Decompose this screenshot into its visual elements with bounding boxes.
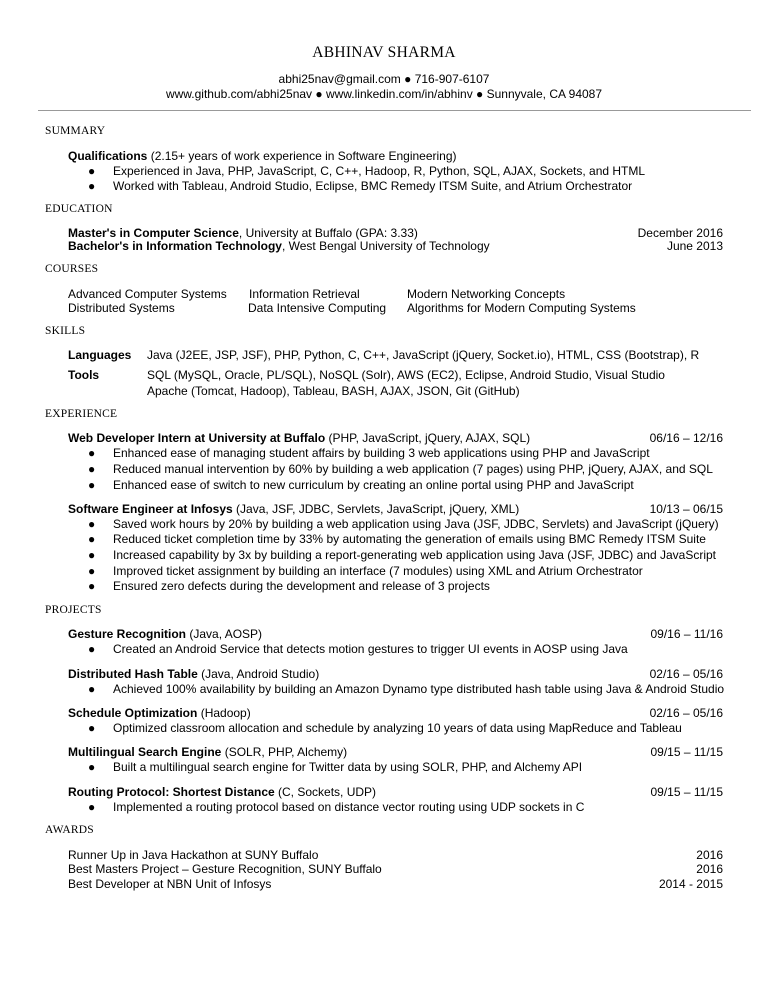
project-title-line [68,667,319,681]
job-date: 06/16 – 12/16 [649,431,723,445]
award-date: 2016 [696,862,723,876]
project-bullet: ● Implemented a routing protocol based on distance vector routing using UDP sockets in C [88,800,585,814]
summary-bullet: ● Worked with Tableau, Android Studio, Eclipse, BMC Remedy ITSM Suite, and Atrium Orchestrator [88,179,633,193]
education-item [68,226,418,240]
project-title-line [68,785,376,799]
award-item: Runner Up in Java Hackathon at SUNY Buffalo [68,848,319,862]
bullet-marker: ● [88,682,96,696]
project-tech: (Java, Android Studio) [197,667,320,681]
school: , West Bengal University of Technology [281,239,490,253]
job-date: 10/13 – 06/15 [649,502,723,516]
bullet-marker: ● [88,564,96,578]
school: , University at Buffalo (GPA: 3.33) [238,226,418,240]
job-title: Software Engineer at Infosys [68,502,233,516]
section-heading-skills: SKILLS [45,325,86,337]
award-item: Best Masters Project – Gesture Recognition, SUNY Buffalo [68,862,382,876]
job-bullet: ● Ensured zero defects during the development and release of 3 projects [88,579,490,593]
project-date: 02/16 – 05/16 [649,706,723,720]
bullet-marker: ● [88,446,96,460]
course: Distributed Systems [68,301,175,315]
project-title: Gesture Recognition [68,627,187,641]
skills-languages-label: Languages [68,348,132,362]
qualifications-text: (2.15+ years of work experience in Software Engineering) [147,149,457,163]
project-date: 02/16 – 05/16 [649,667,723,681]
project-date: 09/15 – 11/15 [650,785,723,799]
course: Data Intensive Computing [248,301,387,315]
award-date: 2014 - 2015 [658,877,723,891]
contact-line-2: www.github.com/abhi25nav ● www.linkedin.com/in/abhinv ● Sunnyvale, CA 94087 [165,87,603,101]
qualifications-title: Qualifications [68,149,148,163]
project-title: Multilingual Search Engine [68,745,222,759]
education-date: June 2013 [666,239,723,253]
course: Algorithms for Modern Computing Systems [407,301,636,315]
degree: Master's in Computer Science [68,226,239,240]
skills-tools: Apache (Tomcat, Hadoop), Tableau, BASH, AJAX, JSON, Git (GitHub) [147,384,520,398]
bullet-marker: ● [88,478,96,492]
bullet-marker: ● [88,579,96,593]
project-title-line [68,745,347,759]
section-heading-courses: COURSES [45,263,99,275]
job-title-line [68,502,519,516]
summary-bullet: ● Experienced in Java, PHP, JavaScript, C, C++, Hadoop, R, Python, SQL, AJAX, Sockets, and HTML [88,164,646,178]
header-divider [38,110,751,111]
qualifications-line [68,149,457,163]
job-bullet: ● Reduced manual intervention by 60% by building a web application (7 pages) using PHP, jQuery, AJAX, and SQL [88,462,713,476]
job-bullet: ● Increased capability by 3x by building a report-generating web application using Java (JSF, JDBC) and JavaScript [88,548,716,562]
section-heading-experience: EXPERIENCE [45,408,118,420]
bullet-marker: ● [88,760,96,774]
project-tech: (SOLR, PHP, Alchemy) [221,745,348,759]
project-bullet: ● Achieved 100% availability by building an Amazon Dynamo type distributed hash table using Java & Android Studio [88,682,725,696]
section-heading-education: EDUCATION [45,203,113,215]
job-title: Web Developer Intern at University at Buffalo [68,431,326,445]
job-tech: (PHP, JavaScript, jQuery, AJAX, SQL) [325,431,531,445]
bullet-marker: ● [88,462,96,476]
skills-tools: SQL (MySQL, Oracle, PL/SQL), NoSQL (Solr), AWS (EC2), Eclipse, Android Studio, Visual Studio [147,368,665,382]
project-tech: (Hadoop) [197,706,251,720]
bullet-marker: ● [88,642,96,656]
project-title: Distributed Hash Table [68,667,198,681]
project-title: Routing Protocol: Shortest Distance [68,785,275,799]
project-bullet: ● Created an Android Service that detects motion gestures to trigger UI events in AOSP using Java [88,642,628,656]
job-bullet: ● Enhanced ease of managing student affairs by building 3 web applications using PHP and JavaScript [88,446,650,460]
project-title: Schedule Optimization [68,706,198,720]
project-date: 09/16 – 11/16 [650,627,723,641]
skills-tools-label: Tools [68,368,100,382]
section-heading-projects: PROJECTS [45,604,102,616]
bullet-marker: ● [88,800,96,814]
bullet-marker: ● [88,532,96,546]
skills-languages: Java (J2EE, JSP, JSF), PHP, Python, C, C++, JavaScript (jQuery, Socket.io), HTML, CSS (Bootstrap), R [147,348,700,362]
bullet-marker: ● [88,517,96,531]
project-tech: (C, Sockets, UDP) [274,785,377,799]
section-heading-awards: AWARDS [45,824,94,836]
award-date: 2016 [696,848,723,862]
project-date: 09/15 – 11/15 [650,745,723,759]
bullet-marker: ● [88,548,96,562]
job-bullet: ● Reduced ticket completion time by 33% by automating the generation of emails using BMC Remedy ITSM Suite [88,532,706,546]
project-title-line [68,706,251,720]
candidate-name: ABHINAV SHARMA [312,44,456,61]
job-bullet: ● Improved ticket assignment by building an interface (7 modules) using XML and Atrium Orchestrator [88,564,643,578]
education-item [68,239,490,253]
job-bullet: ● Enhanced ease of switch to new curriculum by creating an online portal using PHP and JavaScript [88,478,634,492]
job-tech: (Java, JSF, JDBC, Servlets, JavaScript, jQuery, XML) [232,502,520,516]
course: Modern Networking Concepts [407,287,566,301]
degree: Bachelor's in Information Technology [68,239,282,253]
course: Advanced Computer Systems [68,287,227,301]
contact-line-1: abhi25nav@gmail.com ● 716-907-6107 [278,72,490,86]
project-tech: (Java, AOSP) [186,627,263,641]
bullet-marker: ● [88,164,96,178]
section-heading-summary: SUMMARY [45,125,106,137]
course: Information Retrieval [249,287,360,301]
job-bullet: ● Saved work hours by 20% by building a web application using Java (JSF, JDBC, Servlets) and JavaScript (jQuery) [88,517,719,531]
project-bullet: ● Optimized classroom allocation and schedule by analyzing 10 years of data using MapReduce and Tableau [88,721,682,735]
award-item: Best Developer at NBN Unit of Infosys [68,877,272,891]
project-title-line [68,627,262,641]
project-bullet: ● Built a multilingual search engine for Twitter data by using SOLR, PHP, and Alchemy API [88,760,583,774]
bullet-marker: ● [88,721,96,735]
bullet-marker: ● [88,179,96,193]
education-date: December 2016 [637,226,723,240]
job-title-line [68,431,530,445]
